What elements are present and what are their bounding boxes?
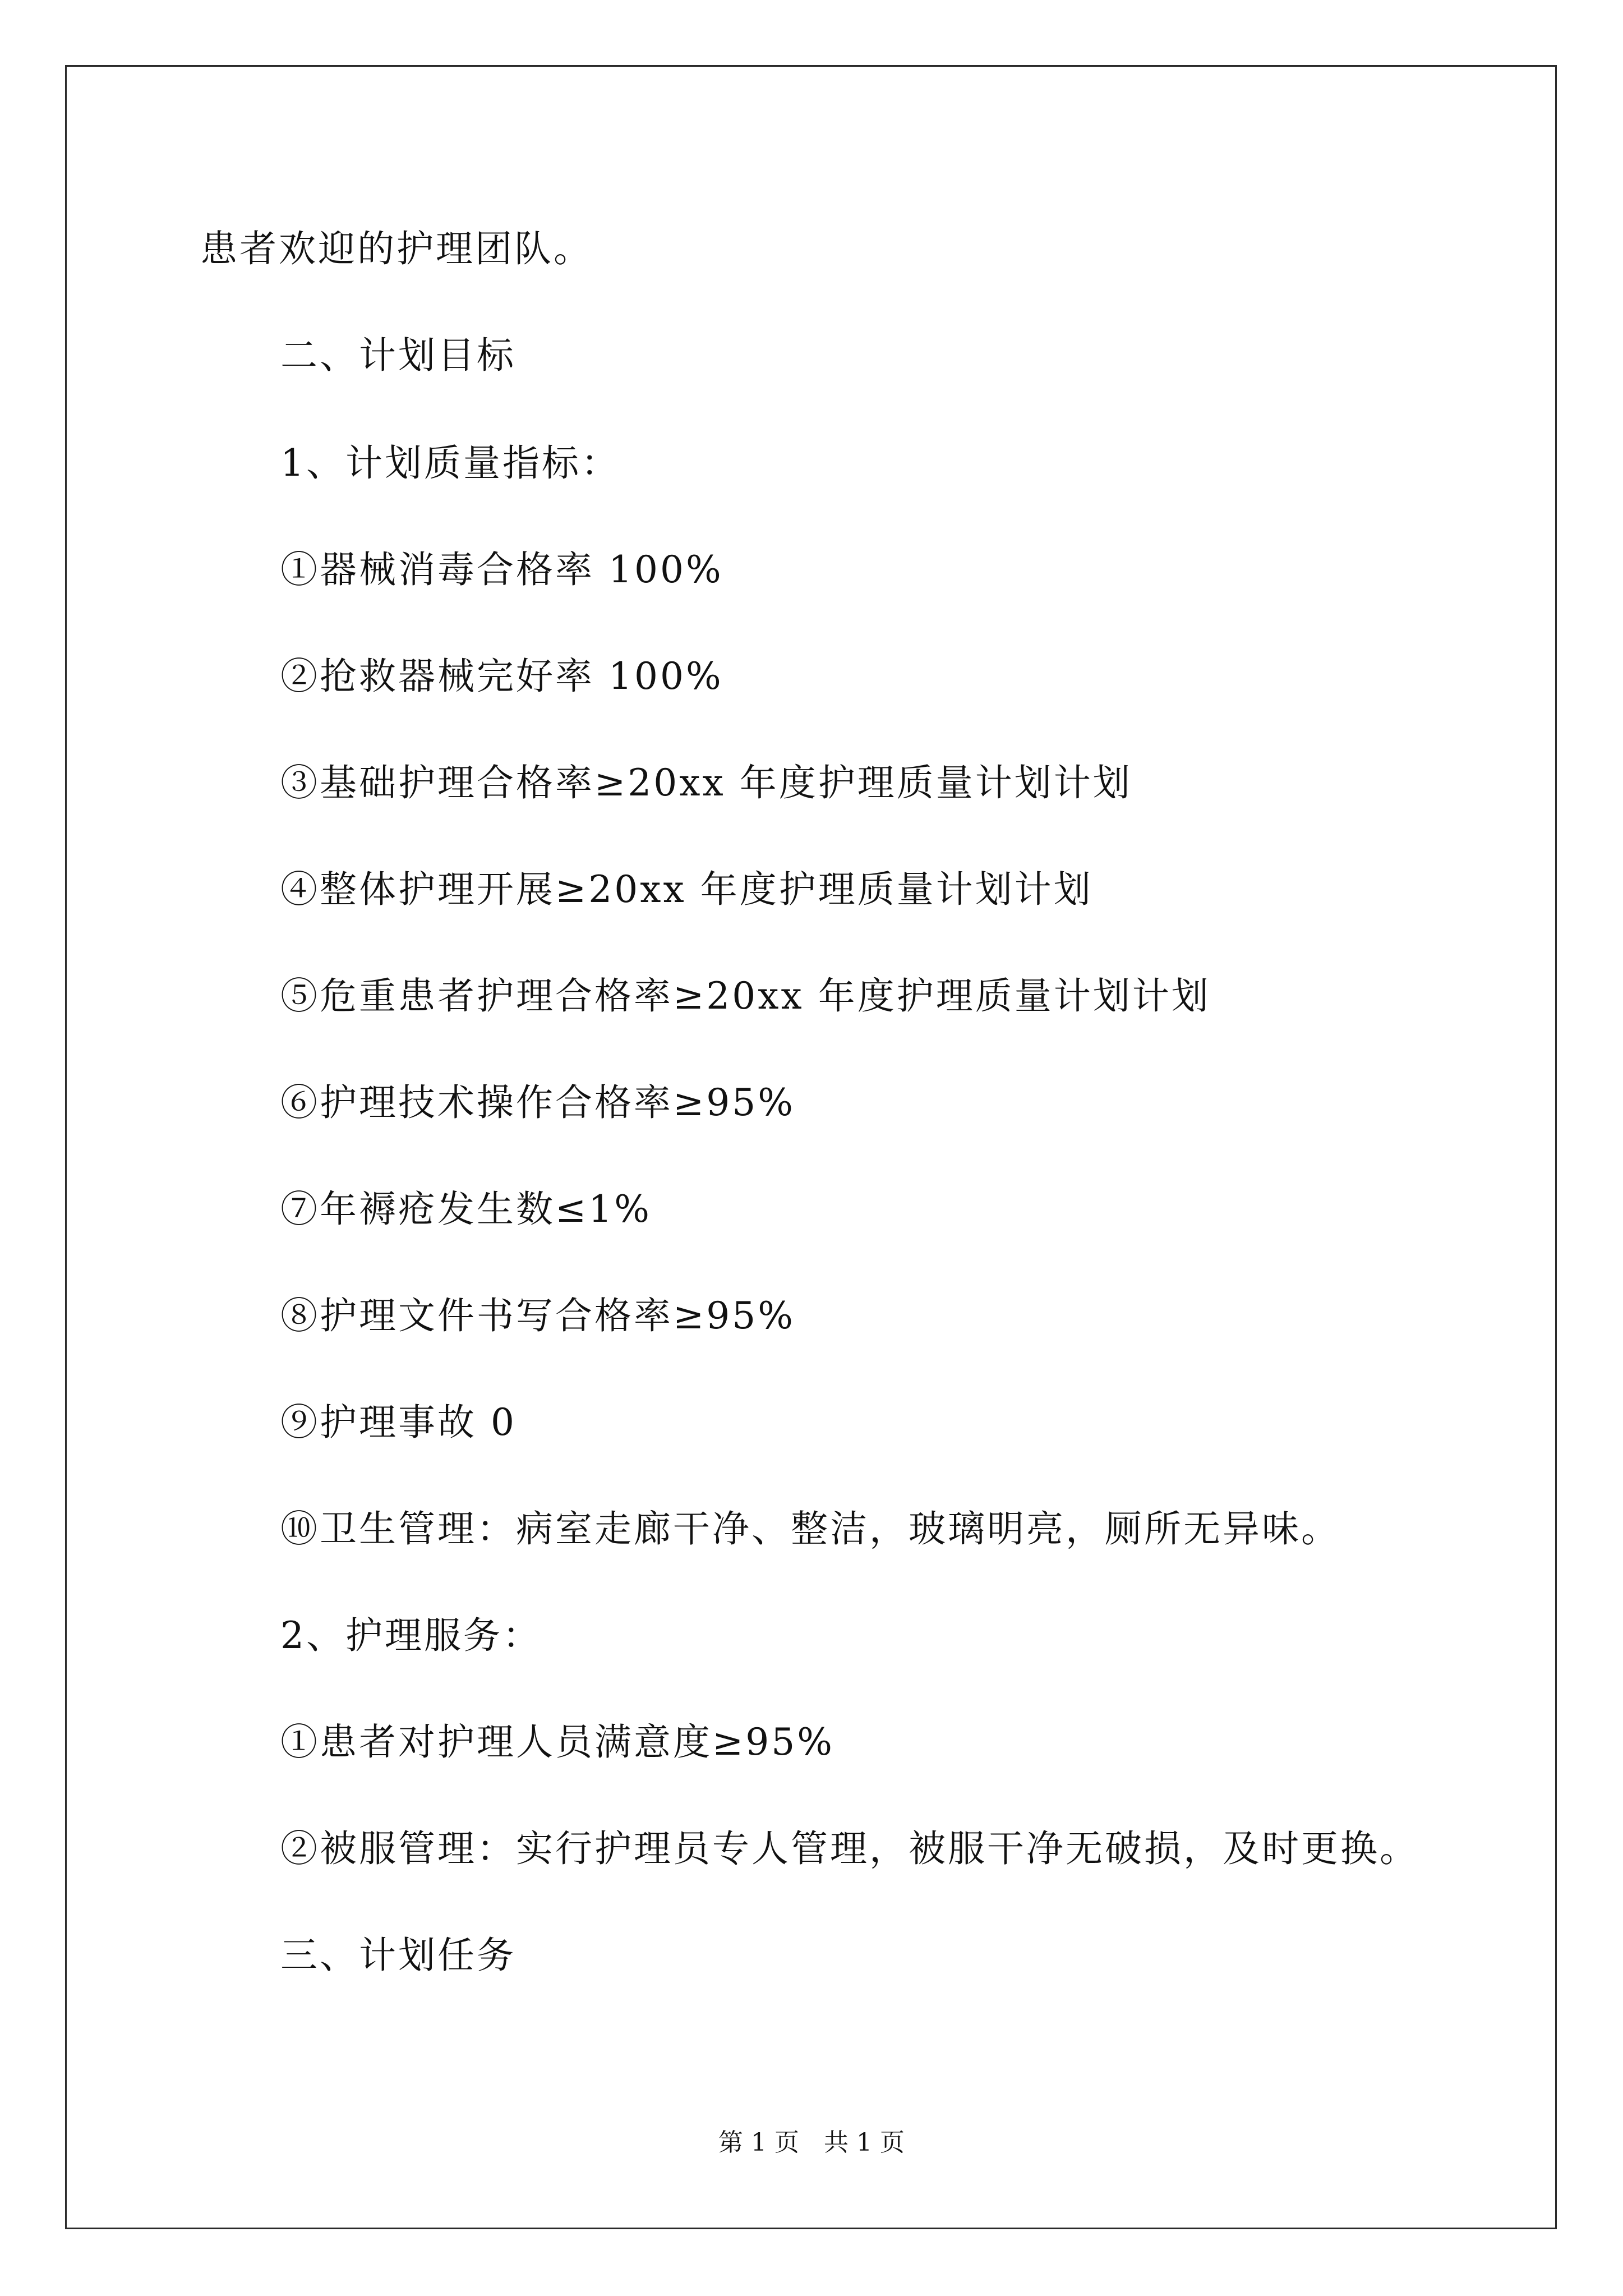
list-item: ⑥护理技术操作合格率≥95% <box>280 1081 795 1124</box>
list-item: ⑧护理文件书写合格率≥95% <box>280 1294 795 1337</box>
body-line-continuation: 患者欢迎的护理团队。 <box>200 227 593 270</box>
list-item: ⑨护理事故 0 <box>280 1401 517 1444</box>
list-item: ③基础护理合格率≥20xx 年度护理质量计划计划 <box>280 761 1132 804</box>
list-item: ⑦年褥疮发生数≤1% <box>280 1188 652 1231</box>
list-item: ②抢救器械完好率 100% <box>280 655 723 698</box>
list-item: ①器械消毒合格率 100% <box>280 548 723 591</box>
section-heading-goals: 二、计划目标 <box>280 334 516 377</box>
list-item: ⑩卫生管理：病室走廊干净、整洁，玻璃明亮，厕所无异味。 <box>280 1507 1340 1550</box>
list-item: ①患者对护理人员满意度≥95% <box>280 1720 834 1764</box>
subheading-nursing-service: 2、护理服务： <box>280 1614 542 1657</box>
page-footer: 第 1 页 共 1 页 <box>718 2128 905 2157</box>
subheading-quality-indicators: 1、计划质量指标： <box>280 441 620 485</box>
list-item: ⑤危重患者护理合格率≥20xx 年度护理质量计划计划 <box>280 974 1211 1018</box>
section-heading-tasks: 三、计划任务 <box>280 1934 516 1977</box>
list-item: ②被服管理：实行护理员专人管理，被服干净无破损，及时更换。 <box>280 1827 1419 1870</box>
page-border <box>65 65 1557 2229</box>
list-item: ④整体护理开展≥20xx 年度护理质量计划计划 <box>280 868 1093 911</box>
